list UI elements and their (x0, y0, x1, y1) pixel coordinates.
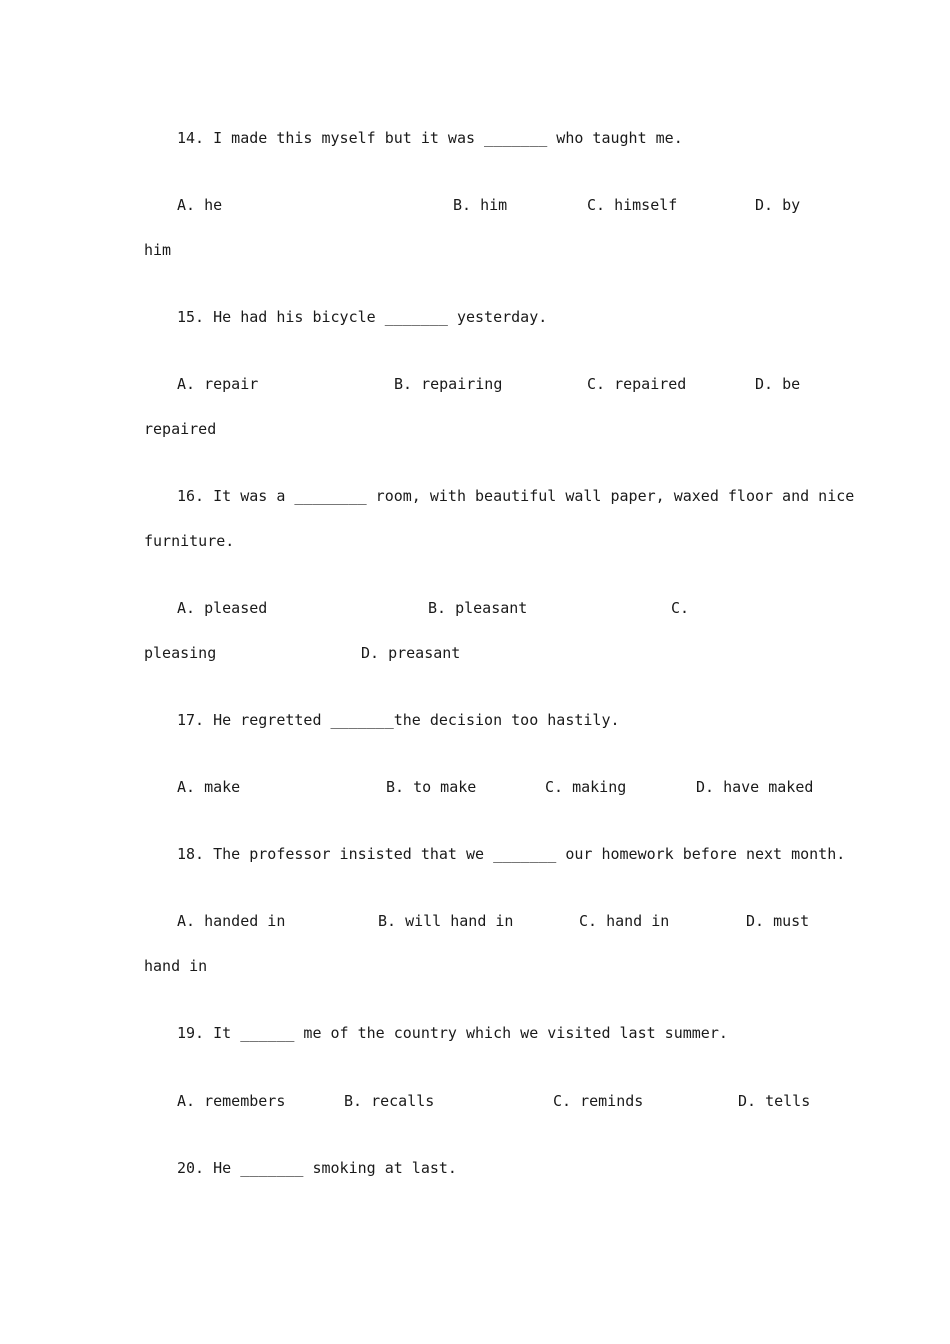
question-16-stem: 16. It was a ________ room, with beautiful wall paper, waxed floor and nice (177, 487, 855, 505)
question-19-option-a: A. remembers (177, 1092, 286, 1110)
question-14-option-a: A. he (177, 196, 223, 214)
question-16-option-c-continued: pleasing (144, 644, 217, 662)
question-15-option-d: D. be (755, 375, 801, 393)
question-15-option-d-continued: repaired (144, 420, 217, 438)
question-17-option-d: D. have maked (696, 778, 814, 796)
question-16-option-d: D. preasant (361, 644, 461, 662)
question-18-option-b: B. will hand in (378, 912, 514, 930)
question-19-stem: 19. It ______ me of the country which we visited last summer. (177, 1024, 728, 1042)
question-15-stem: 15. He had his bicycle _______ yesterday. (177, 308, 548, 326)
question-18-option-d: D. must (746, 912, 810, 930)
question-18-option-d-continued: hand in (144, 957, 208, 975)
question-14-stem: 14. I made this myself but it was _______ who taught me. (177, 129, 683, 147)
question-14-option-d: D. by (755, 196, 801, 214)
question-19-option-b: B. recalls (344, 1092, 435, 1110)
question-15-option-a: A. repair (177, 375, 259, 393)
question-19-option-d: D. tells (738, 1092, 811, 1110)
question-17-option-c: C. making (545, 778, 627, 796)
question-15-option-b: B. repairing (394, 375, 503, 393)
question-18-stem: 18. The professor insisted that we _______ our homework before next month. (177, 845, 846, 863)
question-18-option-c: C. hand in (579, 912, 670, 930)
question-16-option-a: A. pleased (177, 599, 268, 617)
question-14-option-c: C. himself (587, 196, 678, 214)
question-16-option-b: B. pleasant (428, 599, 528, 617)
question-14-option-b: B. him (453, 196, 508, 214)
question-17-stem: 17. He regretted _______the decision too hastily. (177, 711, 620, 729)
question-18-option-a: A. handed in (177, 912, 286, 930)
question-20-stem: 20. He _______ smoking at last. (177, 1159, 457, 1177)
question-15-option-c: C. repaired (587, 375, 687, 393)
question-16-stem-continued: furniture. (144, 532, 235, 550)
question-16-option-c: C. (671, 599, 690, 617)
question-14-option-d-continued: him (144, 241, 172, 259)
question-17-option-b: B. to make (386, 778, 477, 796)
question-19-option-c: C. reminds (553, 1092, 644, 1110)
question-17-option-a: A. make (177, 778, 241, 796)
